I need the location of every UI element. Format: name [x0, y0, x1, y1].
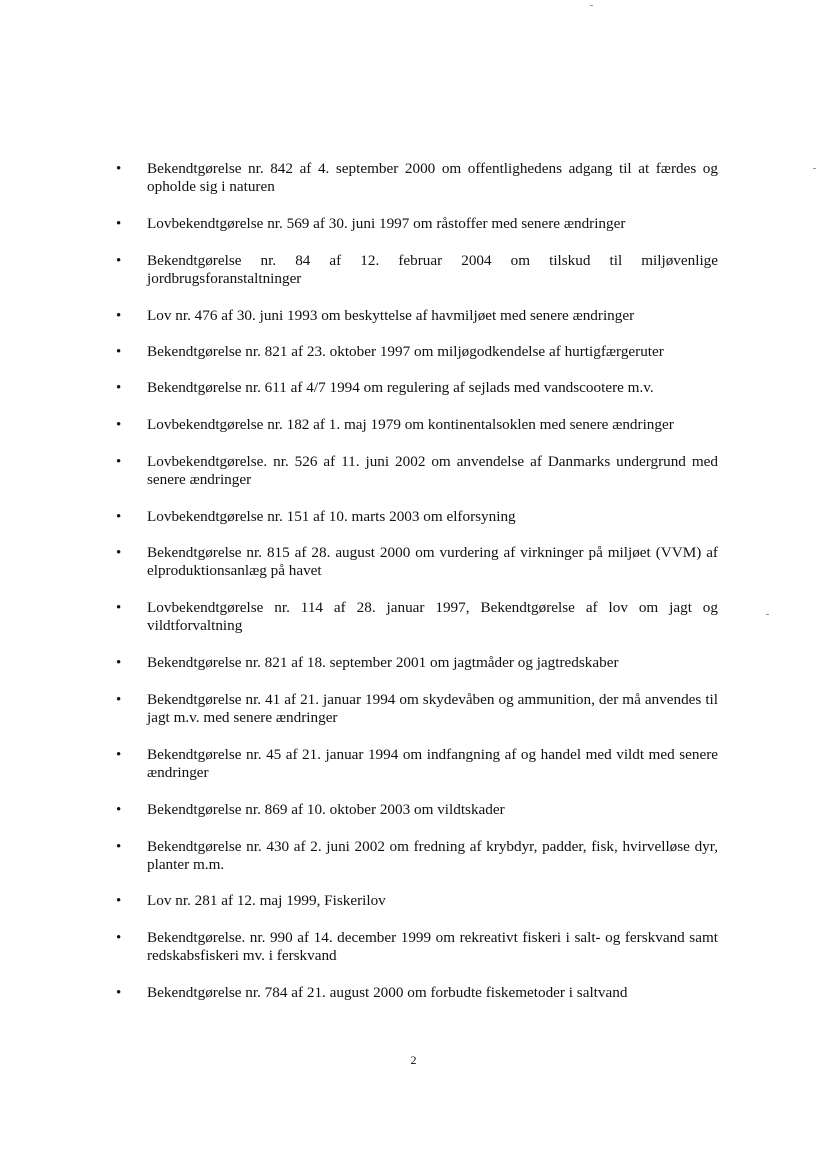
list-item-text: Bekendtgørelse nr. 821 af 18. september 2001 om jagtmåder og jagtredskaber	[147, 654, 619, 671]
list-item	[113, 654, 718, 673]
list-item-text: Lovbekendtgørelse nr. 182 af 1. maj 1979 om kontinentalsoklen med senere ændringer	[147, 416, 674, 433]
list-item-text: Lovbekendtgørelse nr. 151 af 10. marts 2003 om elforsyning	[147, 508, 516, 525]
list-item	[113, 215, 718, 234]
list-item-text: Bekendtgørelse nr. 84 af 12. februar 2004 om tilskud til miljøvenlige jordbrugsforanstaltninger	[147, 252, 718, 287]
list-item-text: Bekendtgørelse nr. 815 af 28. august 2000 om vurdering af virkninger på miljøet (VVM) af elproduktionsanlæg på havet	[147, 544, 718, 579]
list-item-text: Bekendtgørelse nr. 45 af 21. januar 1994 om indfangning af og handel med vildt med senere ændringer	[147, 746, 718, 781]
list-item	[113, 599, 718, 635]
list-item	[113, 307, 718, 326]
bullet: •	[116, 253, 122, 269]
list-item-text: Lov nr. 476 af 30. juni 1993 om beskyttelse af havmiljøet med senere ændringer	[147, 307, 635, 324]
bullet: •	[116, 930, 122, 946]
bullet: •	[116, 509, 122, 525]
bullet: •	[116, 161, 122, 177]
list-item-text: Bekendtgørelse nr. 821 af 23. oktober 1997 om miljøgodkendelse af hurtigfærgeruter	[147, 343, 664, 360]
list-item-text: Bekendtgørelse nr. 784 af 21. august 2000 om forbudte fiskemetoder i saltvand	[147, 984, 628, 1001]
list-item	[113, 929, 718, 965]
list-item	[113, 453, 718, 489]
list-item	[113, 508, 718, 527]
scan-speck	[766, 614, 769, 615]
list-item-text: Bekendtgørelse nr. 430 af 2. juni 2002 om fredning af krybdyr, padder, fisk, hvirvelløse dyr, planter m.m.	[147, 838, 718, 873]
list-item	[113, 343, 718, 362]
list-item-text: Lovbekendtgørelse nr. 114 af 28. januar 1997, Bekendtgørelse af lov om jagt og vildtforvaltning	[147, 599, 718, 634]
list-item-text: Bekendtgørelse nr. 869 af 10. oktober 2003 om vildtskader	[147, 801, 505, 818]
list-item-text: Lovbekendtgørelse nr. 569 af 30. juni 1997 om råstoffer med senere ændringer	[147, 215, 626, 232]
list-item-text: Bekendtgørelse nr. 611 af 4/7 1994 om regulering af sejlads med vandscootere m.v.	[147, 379, 654, 396]
bullet: •	[116, 985, 122, 1001]
list-item	[113, 838, 718, 874]
bullet: •	[116, 600, 122, 616]
list-item-text: Bekendtgørelse nr. 842 af 4. september 2000 om offentlighedens adgang til at færdes og opholde sig i naturen	[147, 160, 718, 195]
bullet: •	[116, 655, 122, 671]
list-item	[113, 984, 718, 1003]
list-item	[113, 746, 718, 782]
page-number: 2	[410, 1053, 417, 1067]
bullet: •	[116, 802, 122, 818]
list-item	[113, 892, 718, 911]
list-item-text: Bekendtgørelse nr. 41 af 21. januar 1994 om skydevåben og ammunition, der må anvendes til jagt m.v. med senere ændringer	[147, 691, 718, 726]
list-item-text: Lov nr. 281 af 12. maj 1999, Fiskerilov	[147, 892, 386, 909]
bullet: •	[116, 380, 122, 396]
list-item	[113, 160, 718, 196]
bullet: •	[116, 893, 122, 909]
list-item-text: Bekendtgørelse. nr. 990 af 14. december 1999 om rekreativt fiskeri i salt- og ferskvand samt redskabsfiskeri mv. i ferskvand	[147, 929, 718, 964]
list-item-text: Lovbekendtgørelse. nr. 526 af 11. juni 2002 om anvendelse af Danmarks undergrund med senere ændringer	[147, 453, 718, 488]
scan-speck	[813, 168, 816, 169]
bullet: •	[116, 308, 122, 324]
bullet: •	[116, 417, 122, 433]
list-item	[113, 416, 718, 435]
list-item	[113, 379, 718, 398]
list-item	[113, 801, 718, 820]
bullet: •	[116, 747, 122, 763]
bullet: •	[116, 839, 122, 855]
scan-speck	[590, 5, 593, 6]
bullet: •	[116, 454, 122, 470]
list-item	[113, 252, 718, 288]
list-item	[113, 544, 718, 580]
bullet: •	[116, 216, 122, 232]
bullet: •	[116, 344, 122, 360]
bullet: •	[116, 692, 122, 708]
bullet: •	[116, 545, 122, 561]
list-item	[113, 691, 718, 727]
